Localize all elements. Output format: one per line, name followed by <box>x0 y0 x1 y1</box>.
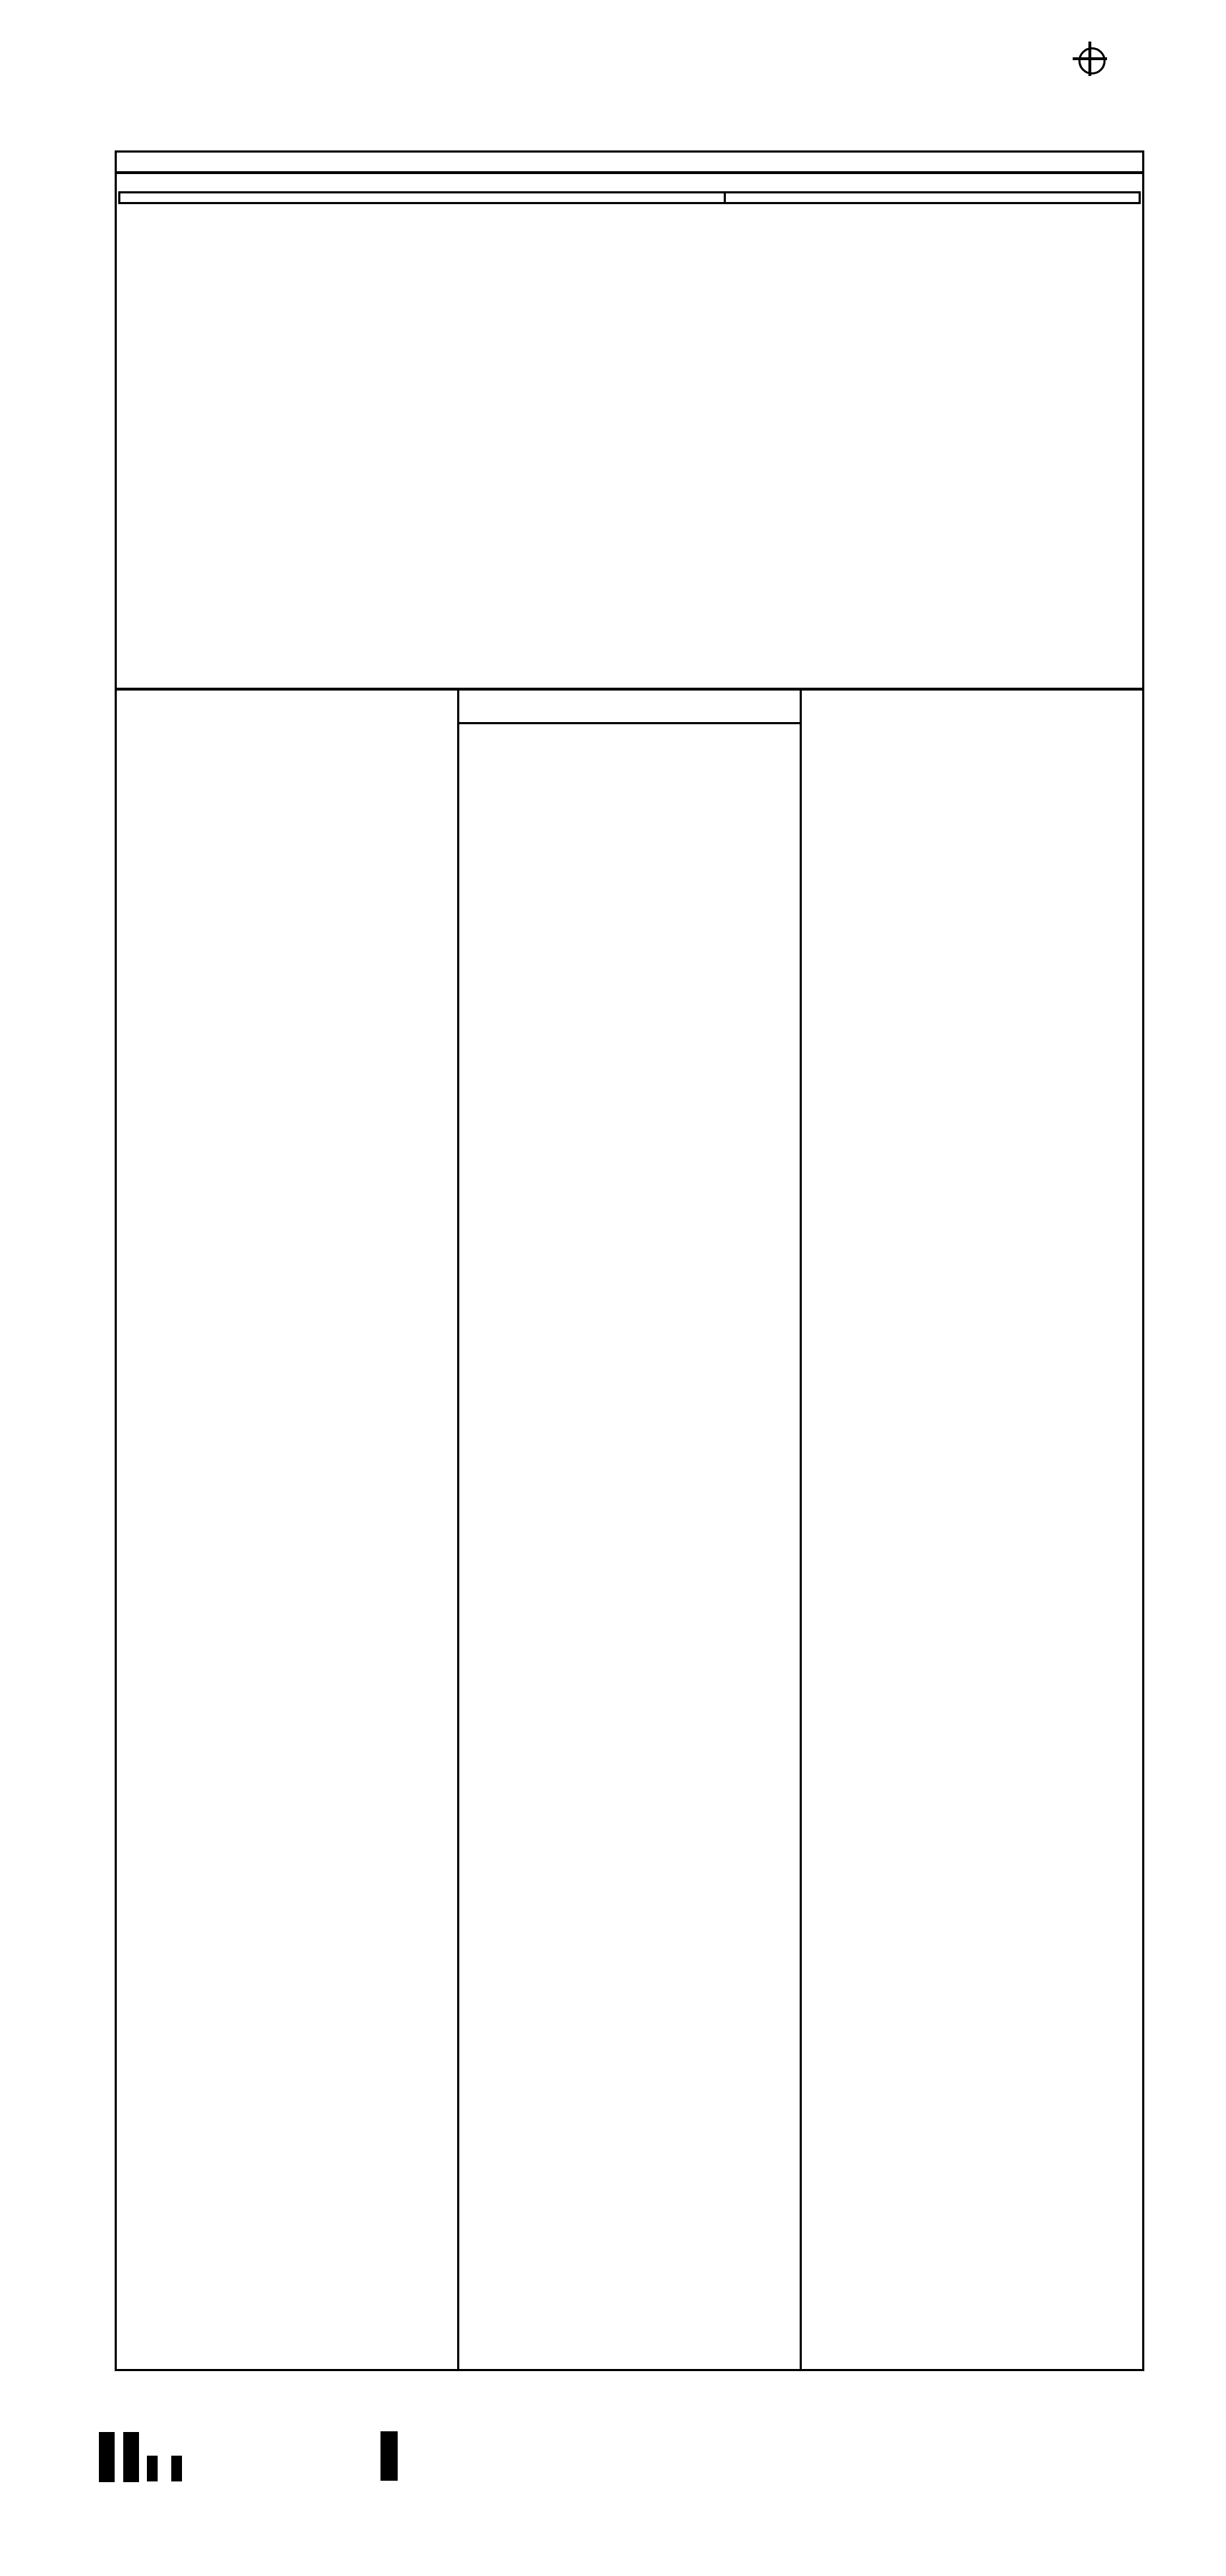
county-header <box>117 153 1142 174</box>
footer-barcode-bar <box>99 2432 115 2482</box>
ballot-body <box>115 150 1144 2371</box>
crosshair-circle <box>1078 47 1106 75</box>
mistake-section <box>117 204 1142 216</box>
column-right <box>802 691 1142 2369</box>
column-left <box>117 691 459 2369</box>
instructions-box <box>118 191 1141 204</box>
to-vote-section <box>120 193 726 202</box>
special-election-banner <box>459 691 800 724</box>
footer-barcode-bar <box>171 2456 182 2481</box>
contest-columns <box>117 688 1142 2369</box>
footer-barcode-bar <box>123 2432 139 2482</box>
column-middle <box>459 691 802 2369</box>
footer-barcode-bar <box>147 2456 158 2481</box>
warning-section <box>726 193 1139 202</box>
footer-barcode-bar <box>380 2431 398 2481</box>
registration-mark-icon <box>1073 42 1107 76</box>
